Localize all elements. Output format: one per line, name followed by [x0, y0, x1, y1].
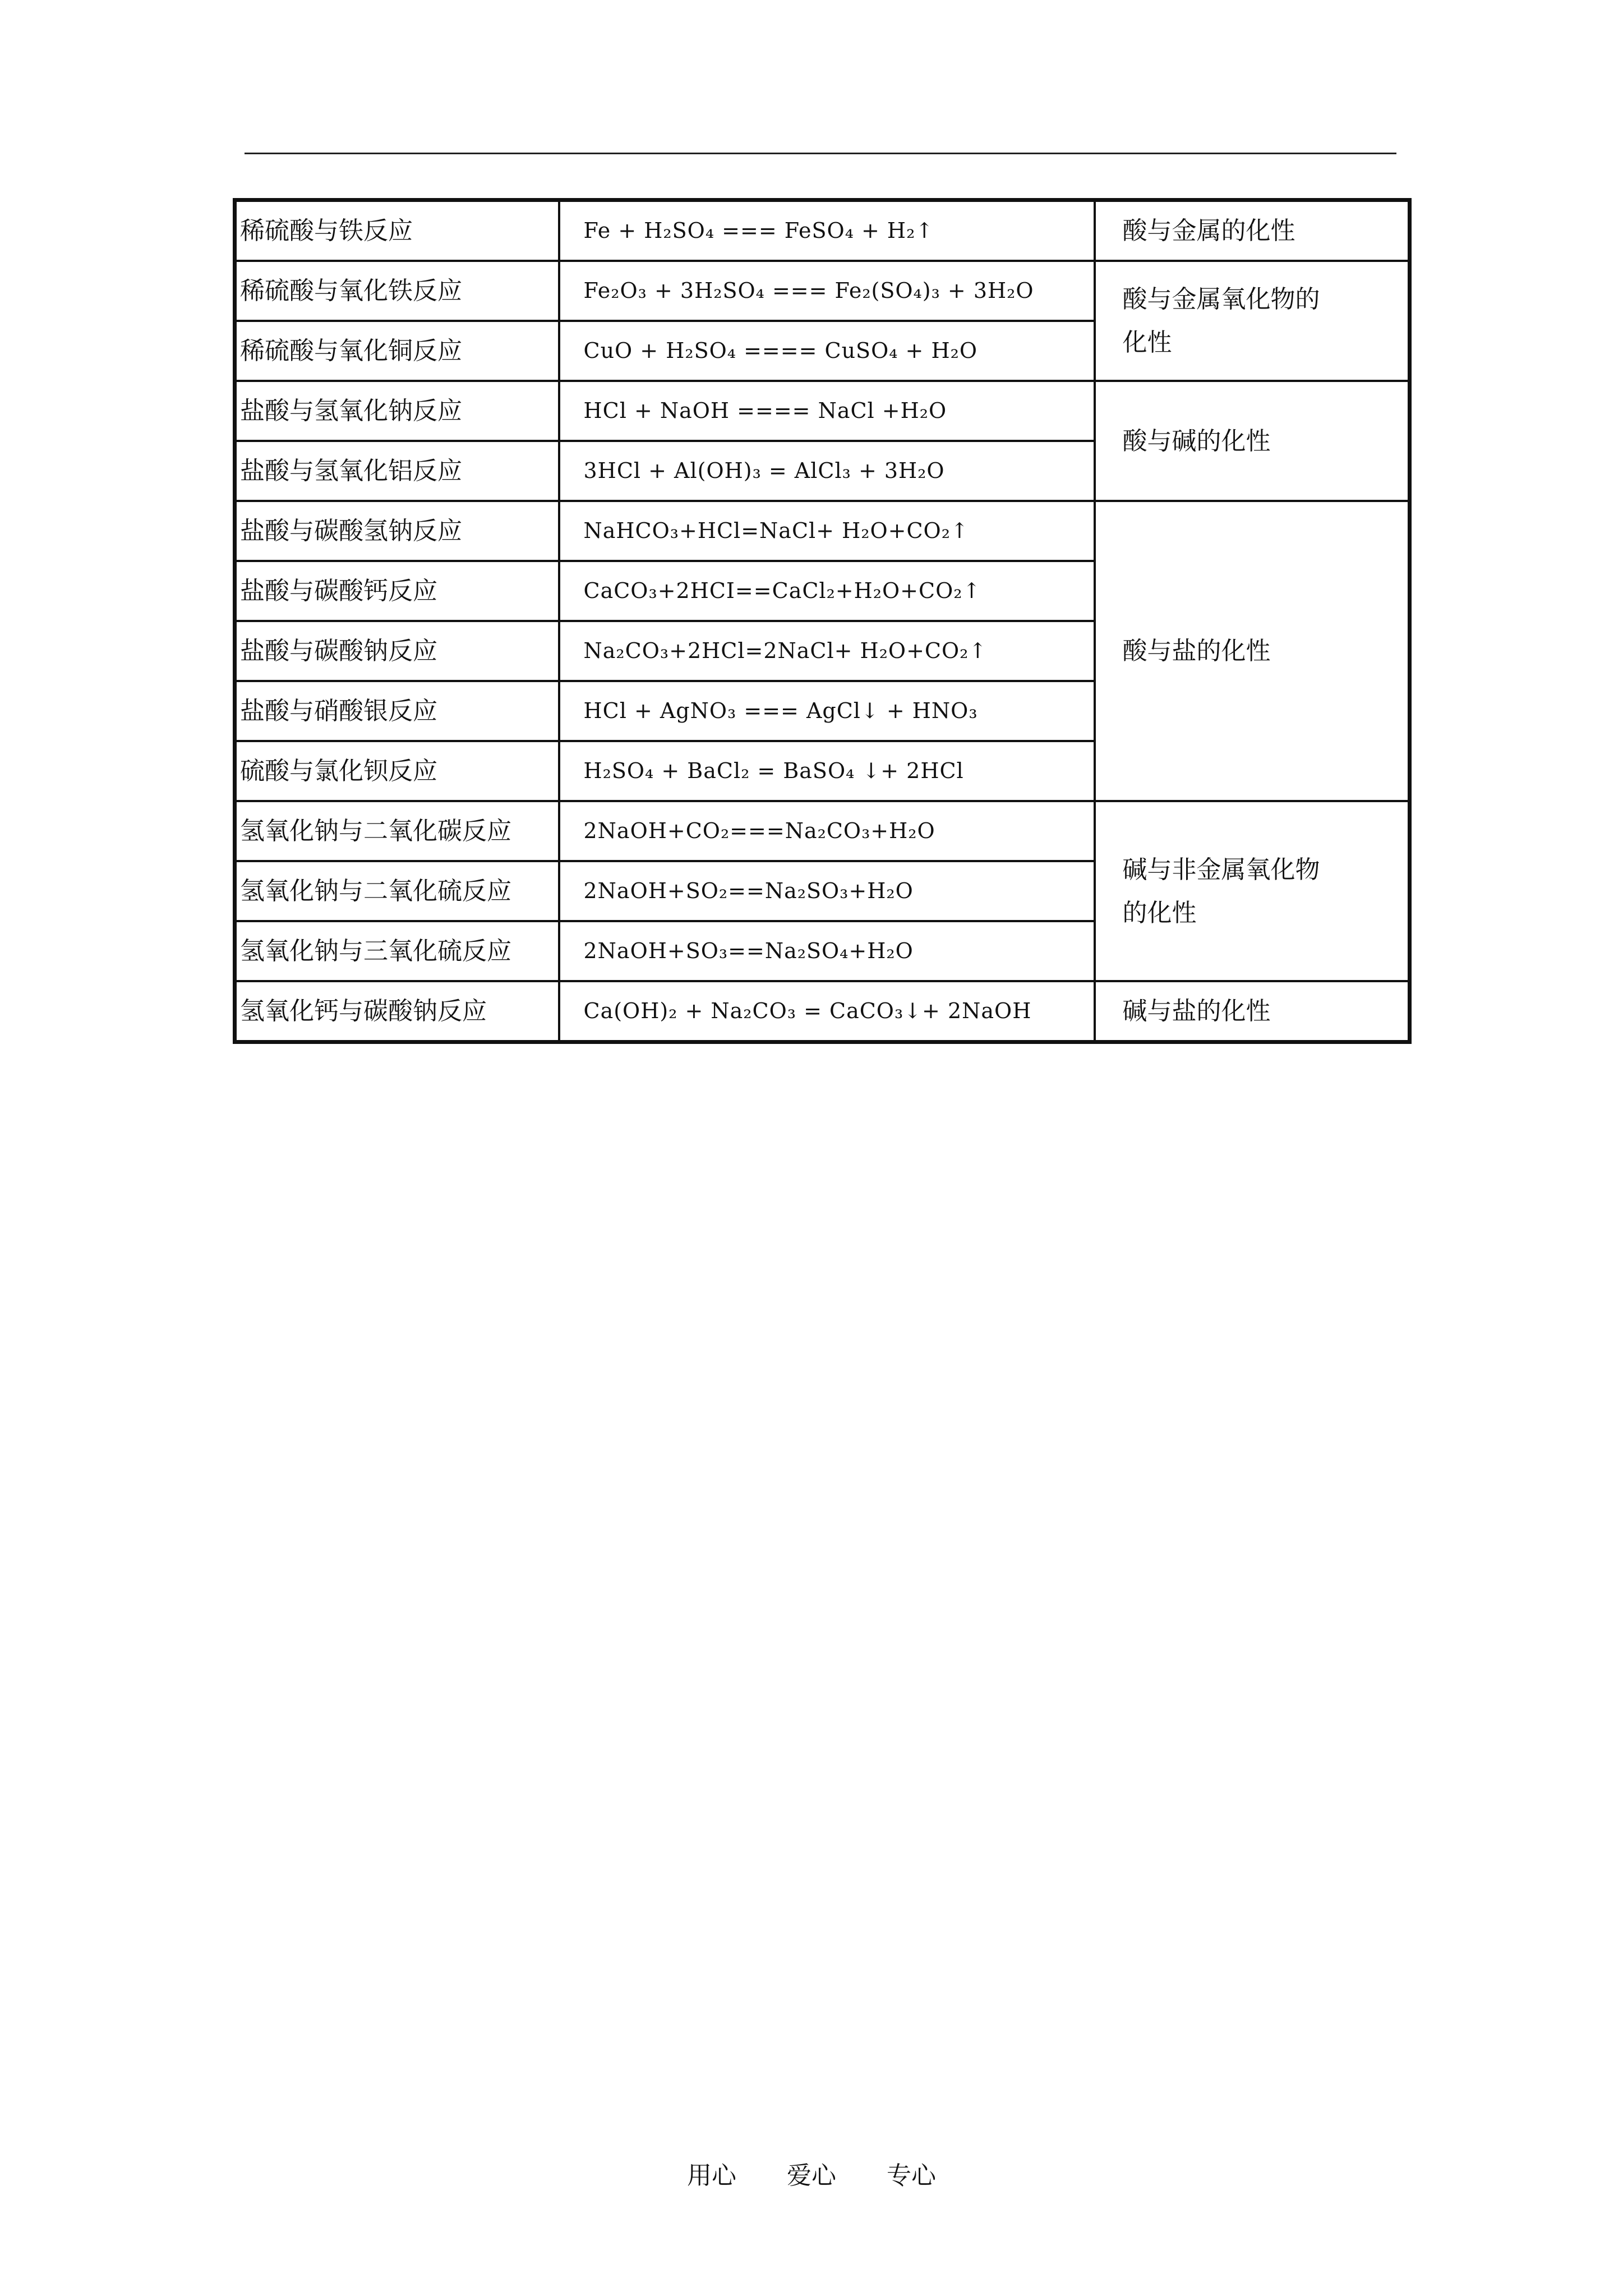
reaction-name: 盐酸与氢氧化钠反应	[235, 381, 559, 441]
reaction-name: 氢氧化钠与三氧化硫反应	[235, 921, 559, 981]
table-row	[235, 501, 1410, 561]
category-cell	[1095, 261, 1410, 381]
reaction-equation: Ca(OH)₂ + Na₂CO₃ = CaCO₃↓+ 2NaOH	[559, 981, 1095, 1042]
category-cell	[1095, 981, 1410, 1042]
category-label: 碱与非金属氧化物的化性	[1122, 855, 1320, 927]
category-cell	[1095, 381, 1410, 501]
category-label: 酸与金属氧化物的化性	[1122, 285, 1320, 357]
table-row	[235, 261, 1410, 321]
table-row	[235, 981, 1410, 1042]
table-row	[235, 381, 1410, 441]
reaction-table	[233, 198, 1412, 1044]
category-label: 酸与盐的化性	[1122, 637, 1271, 665]
reaction-name: 氢氧化钠与二氧化硫反应	[235, 861, 559, 921]
reaction-equation: CuO + H₂SO₄ ==== CuSO₄ + H₂O	[559, 321, 1095, 381]
table-row	[235, 200, 1410, 261]
reaction-name: 盐酸与氢氧化铝反应	[235, 441, 559, 501]
reaction-equation: Fe + H₂SO₄ === FeSO₄ + H₂↑	[559, 200, 1095, 261]
category-label: 酸与碱的化性	[1122, 426, 1271, 455]
footer-word: 用心	[687, 2161, 736, 2190]
header-rule	[245, 153, 1396, 154]
table-row	[235, 801, 1410, 861]
reaction-name: 硫酸与氯化钡反应	[235, 741, 559, 801]
footer-word: 专心	[887, 2161, 936, 2190]
reaction-name: 盐酸与碳酸钠反应	[235, 621, 559, 681]
reaction-name: 氢氧化钙与碳酸钠反应	[235, 981, 559, 1042]
page-footer	[0, 2155, 1623, 2191]
reaction-name: 盐酸与碳酸钙反应	[235, 561, 559, 621]
reaction-equation: 2NaOH+SO₃==Na₂SO₄+H₂O	[559, 921, 1095, 981]
reaction-name: 氢氧化钠与二氧化碳反应	[235, 801, 559, 861]
reaction-equation: 3HCl + Al(OH)₃ = AlCl₃ + 3H₂O	[559, 441, 1095, 501]
reaction-name: 盐酸与硝酸银反应	[235, 681, 559, 741]
reaction-equation: Na₂CO₃+2HCl=2NaCl+ H₂O+CO₂↑	[559, 621, 1095, 681]
reaction-name: 稀硫酸与铁反应	[235, 200, 559, 261]
reaction-equation: H₂SO₄ + BaCl₂ = BaSO₄ ↓+ 2HCl	[559, 741, 1095, 801]
reaction-name: 稀硫酸与氧化铜反应	[235, 321, 559, 381]
reaction-name: 稀硫酸与氧化铁反应	[235, 261, 559, 321]
reaction-equation: CaCO₃+2HCI==CaCl₂+H₂O+CO₂↑	[559, 561, 1095, 621]
reaction-equation: HCl + AgNO₃ === AgCl↓ + HNO₃	[559, 681, 1095, 741]
reaction-equation: HCl + NaOH ==== NaCl +H₂O	[559, 381, 1095, 441]
footer-word: 爱心	[787, 2161, 836, 2190]
category-label: 酸与金属的化性	[1122, 217, 1295, 245]
category-cell	[1095, 200, 1410, 261]
reaction-equation: 2NaOH+SO₂==Na₂SO₃+H₂O	[559, 861, 1095, 921]
reaction-name: 盐酸与碳酸氢钠反应	[235, 501, 559, 561]
category-label: 碱与盐的化性	[1122, 997, 1271, 1025]
reaction-equation: NaHCO₃+HCl=NaCl+ H₂O+CO₂↑	[559, 501, 1095, 561]
category-cell	[1095, 501, 1410, 801]
category-cell	[1095, 801, 1410, 981]
reaction-equation: Fe₂O₃ + 3H₂SO₄ === Fe₂(SO₄)₃ + 3H₂O	[559, 261, 1095, 321]
reaction-equation: 2NaOH+CO₂===Na₂CO₃+H₂O	[559, 801, 1095, 861]
